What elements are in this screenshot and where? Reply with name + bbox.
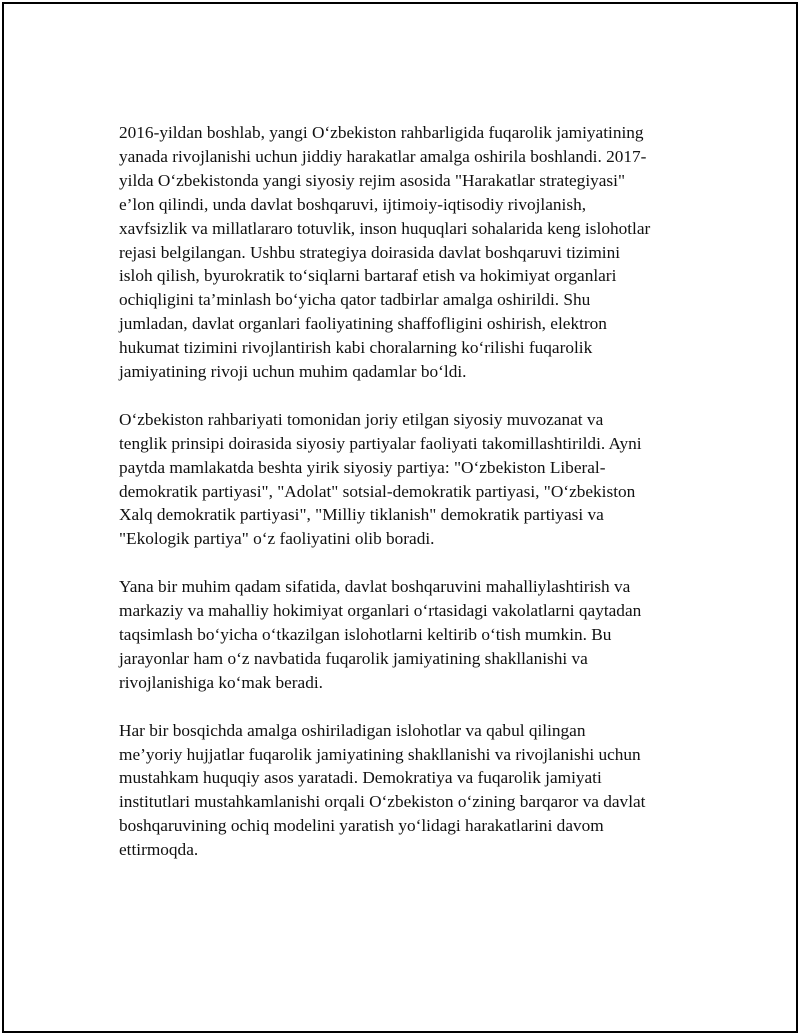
text-line: Har bir bosqichda amalga oshiriladigan islohotlar va qabul qilingan [119, 720, 586, 740]
text-line: markaziy va mahalliy hokimiyat organlari o‘rtasidagi vakolatlarni qaytadan [119, 601, 642, 621]
document-body [119, 121, 691, 886]
paragraph-3 [119, 575, 691, 695]
text-line: xavfsizlik va millatlararo totuvlik, inson huquqlari sohalarida keng islohotlar [119, 218, 651, 238]
text-line: boshqaruvining ochiq modelini yaratish yo‘lidagi harakatlarini davom [119, 816, 604, 836]
text-line: Xalq demokratik partiyasi", "Milliy tiklanish" demokratik partiyasi va [119, 505, 604, 525]
text-line: 2016-yildan boshlab, yangi O‘zbekiston rahbarligida fuqarolik jamiyatining [119, 123, 644, 142]
text-line: rivojlanishiga ko‘mak beradi. [119, 672, 323, 692]
paragraph-2 [119, 408, 691, 551]
document-page [2, 2, 798, 1033]
text-line: yilda O‘zbekistonda yangi siyosiy rejim asosida "Harakatlar strategiyasi" [119, 170, 626, 190]
text-line: e’lon qilindi, unda davlat boshqaruvi, ijtimoiy-iqtisodiy rivojlanish, [119, 194, 587, 214]
text-line: institutlari mustahkamlanishi orqali O‘zbekiston o‘zining barqaror va davlat [119, 792, 646, 812]
paragraph-4 [119, 719, 691, 862]
text-line: taqsimlash bo‘yicha o‘tkazilgan islohotlarni keltirib o‘tish mumkin. Bu [119, 625, 612, 644]
paragraph-1 [119, 121, 691, 384]
text-line: O‘zbekiston rahbariyati tomonidan joriy etilgan siyosiy muvozanat va [119, 409, 604, 429]
text-line: isloh qilish, byurokratik to‘siqlarni bartaraf etish va hokimiyat organlari [119, 266, 617, 286]
text-line: mustahkam huquqiy asos yaratadi. Demokratiya va fuqarolik jamiyati [119, 768, 602, 788]
text-line: paytda mamlakatda beshta yirik siyosiy partiya: "O‘zbekiston Liberal- [119, 457, 606, 477]
text-line: Yana bir muhim qadam sifatida, davlat boshqaruvini mahalliylashtirish va [119, 577, 631, 597]
text-line: "Ekologik partiya" o‘z faoliyatini olib boradi. [119, 529, 435, 549]
text-line: hukumat tizimini rivojlantirish kabi choralarning ko‘rilishi fuqarolik [119, 338, 593, 358]
text-line: rejasi belgilangan. Ushbu strategiya doirasida davlat boshqaruvi tizimini [119, 242, 621, 262]
text-line: me’yoriy hujjatlar fuqarolik jamiyatining shakllanishi va rivojlanishi uchun [119, 744, 641, 764]
text-line: yanada rivojlanishi uchun jiddiy harakatlar amalga oshirila boshlandi. 2017- [119, 146, 647, 166]
text-line: ochiqligini ta’minlash bo‘yicha qator tadbirlar amalga oshirildi. Shu [119, 290, 591, 310]
text-line: ettirmoqda. [119, 840, 199, 860]
text-line: jarayonlar ham o‘z navbatida fuqarolik jamiyatining shakllanishi va [119, 648, 588, 668]
text-line: jumladan, davlat organlari faoliyatining shaffofligini oshirish, elektron [119, 314, 607, 334]
text-line: demokratik partiyasi", "Adolat" sotsial-demokratik partiyasi, "O‘zbekiston [119, 481, 636, 501]
text-line: tenglik prinsipi doirasida siyosiy partiyalar faoliyati takomillashtirildi. Ayni [119, 433, 642, 453]
text-line: jamiyatining rivoji uchun muhim qadamlar bo‘ldi. [119, 362, 467, 382]
